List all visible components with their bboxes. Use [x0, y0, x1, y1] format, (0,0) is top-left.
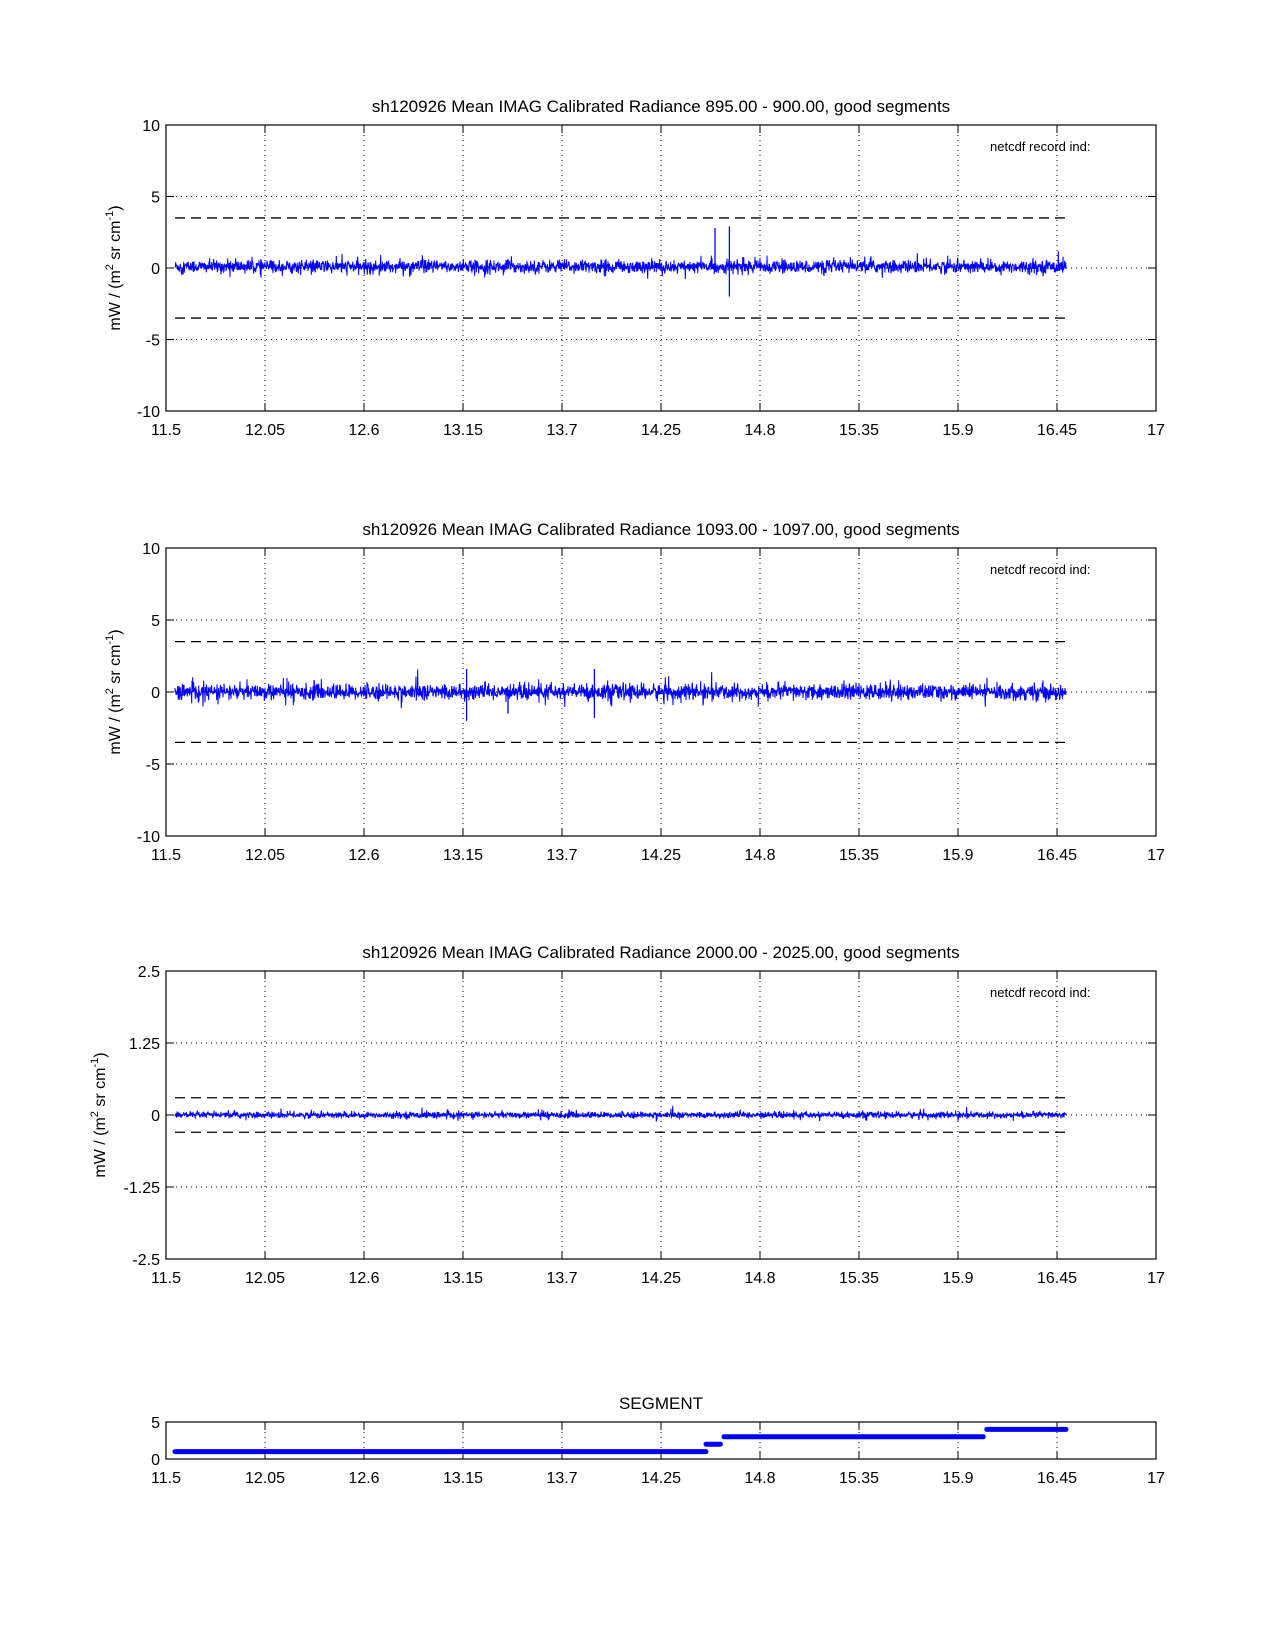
- x-tick-label: 16.45: [1036, 847, 1078, 864]
- x-tick-label: 17: [1147, 1270, 1165, 1287]
- x-tick-label: 17: [1147, 1470, 1165, 1487]
- y-tick-label: -2.5: [132, 1252, 160, 1269]
- y-tick-label: 0: [151, 1452, 160, 1469]
- x-tick-label: 13.7: [546, 1270, 578, 1287]
- y-tick-label: 10: [142, 118, 160, 135]
- x-tick-label: 12.05: [244, 1470, 286, 1487]
- x-tick-label: 15.35: [838, 847, 880, 864]
- x-tick-label: 13.15: [442, 422, 484, 439]
- x-tick-label: 15.35: [838, 1470, 880, 1487]
- x-tick-label: 14.25: [640, 847, 682, 864]
- x-tick-label: 14.25: [640, 1470, 682, 1487]
- netcdf-record-annotation: netcdf record ind:: [990, 139, 1091, 154]
- x-tick-label: 17: [1147, 847, 1165, 864]
- y-tick-label: 10: [142, 541, 160, 558]
- subplot-title: sh120926 Mean IMAG Calibrated Radiance 895.00 - 900.00, good segments: [371, 97, 951, 116]
- x-tick-label: 12.6: [348, 1270, 380, 1287]
- x-tick-label: 14.25: [640, 422, 682, 439]
- y-tick-label: 1.25: [128, 1036, 160, 1053]
- y-tick-label: 5: [151, 189, 160, 207]
- y-tick-label: -10: [136, 829, 160, 846]
- x-tick-label: 11.5: [151, 422, 181, 439]
- subplot-3: [89, 943, 1165, 1287]
- subplot-title: SEGMENT: [618, 1394, 704, 1413]
- radiance-trace: [175, 251, 1066, 279]
- x-tick-label: 14.25: [640, 1270, 682, 1287]
- x-tick-label: 12.6: [348, 1470, 380, 1487]
- x-tick-label: 12.05: [244, 847, 286, 864]
- netcdf-record-annotation: netcdf record ind:: [990, 562, 1091, 577]
- x-tick-label: 15.35: [838, 1270, 880, 1287]
- y-tick-label: 0: [151, 685, 160, 702]
- x-tick-label: 16.45: [1036, 1470, 1078, 1487]
- x-tick-label: 13.7: [546, 847, 578, 864]
- x-tick-label: 14.8: [744, 422, 776, 439]
- x-tick-label: 15.9: [942, 1470, 974, 1487]
- y-tick-label: 2.5: [137, 964, 160, 981]
- x-tick-label: 11.5: [151, 847, 181, 864]
- x-tick-label: 16.45: [1036, 1270, 1078, 1287]
- x-tick-label: 15.35: [838, 422, 880, 439]
- subplot-1: [104, 97, 1165, 439]
- x-tick-label: 11.5: [151, 1470, 181, 1487]
- x-tick-label: 13.15: [442, 1470, 484, 1487]
- y-tick-label: 5: [151, 1415, 160, 1432]
- subplot-title: sh120926 Mean IMAG Calibrated Radiance 2000.00 - 2025.00, good segments: [362, 943, 960, 962]
- y-tick-label: -1.25: [123, 1180, 160, 1197]
- x-tick-label: 12.05: [244, 422, 286, 439]
- x-tick-label: 12.6: [348, 422, 380, 439]
- y-axis-label: mW / ($m^2$ sr $cm^{-1}$): [104, 629, 124, 755]
- radiance-trace: [175, 1106, 1066, 1122]
- x-tick-label: 13.15: [442, 1270, 484, 1287]
- subplot-title: sh120926 Mean IMAG Calibrated Radiance 1093.00 - 1097.00, good segments: [362, 520, 960, 539]
- y-tick-label: -10: [136, 404, 160, 421]
- y-tick-label: 5: [151, 613, 160, 630]
- x-tick-label: 11.5: [151, 1270, 181, 1287]
- x-tick-label: 14.8: [744, 1470, 776, 1487]
- subplot-2: [104, 520, 1165, 864]
- x-tick-label: 16.45: [1036, 422, 1078, 439]
- y-tick-label: 0: [151, 1108, 160, 1125]
- subplot-4: [151, 1394, 1165, 1487]
- x-tick-label: 14.8: [744, 1270, 776, 1287]
- x-tick-label: 17: [1147, 422, 1165, 439]
- x-tick-label: 15.9: [942, 422, 974, 439]
- x-tick-label: 12.05: [244, 1270, 286, 1287]
- y-axis-label: mW / ($m^2$ sr $cm^{-1}$): [89, 1052, 109, 1178]
- x-tick-label: 15.9: [942, 847, 974, 864]
- y-axis-label: mW / ($m^2$ sr $cm^{-1}$): [104, 205, 124, 331]
- x-tick-label: 13.15: [442, 847, 484, 864]
- radiance-trace: [175, 669, 1066, 708]
- y-tick-label: -5: [145, 757, 160, 774]
- x-tick-label: 13.7: [546, 1470, 578, 1487]
- y-tick-label: 0: [151, 261, 160, 278]
- x-tick-label: 15.9: [942, 1270, 974, 1287]
- x-tick-label: 13.7: [546, 422, 578, 439]
- x-tick-label: 12.6: [348, 847, 380, 864]
- y-tick-label: -5: [145, 332, 160, 350]
- netcdf-record-annotation: netcdf record ind:: [990, 985, 1091, 1000]
- x-tick-label: 14.8: [744, 847, 776, 864]
